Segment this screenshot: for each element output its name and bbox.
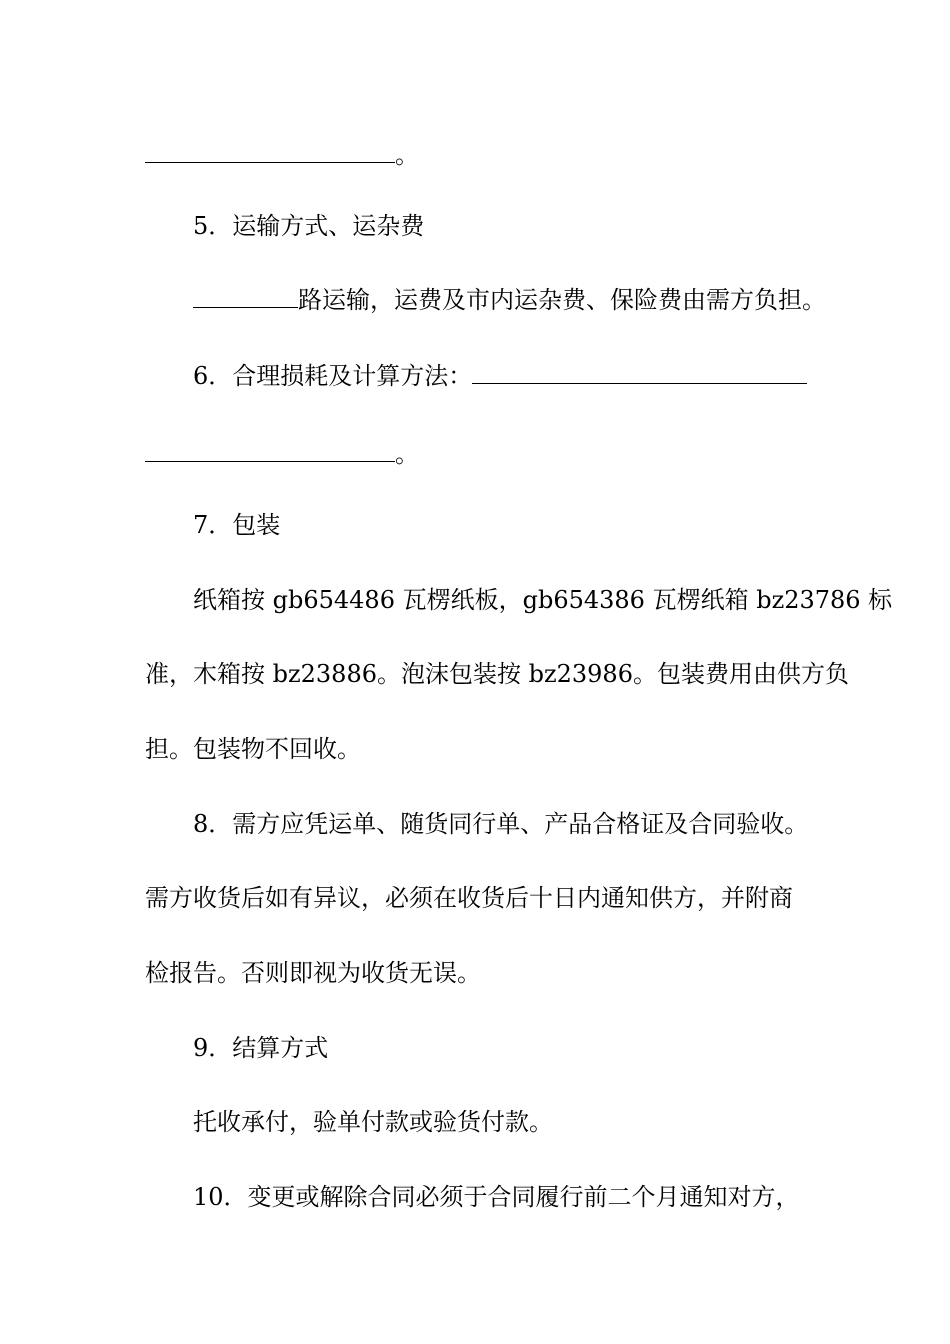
blank-field bbox=[145, 441, 395, 462]
paragraph-line: 需方收货后如有异议，必须在收货后十日内通知供方，并附商 bbox=[145, 884, 793, 912]
blank-field bbox=[145, 142, 395, 163]
blank-field bbox=[472, 363, 807, 384]
paragraph-line: 托收承付，验单付款或验货付款。 bbox=[193, 1108, 553, 1136]
paragraph-line: 担。包装物不回收。 bbox=[145, 735, 361, 763]
section-heading-8: 8．需方应凭运单、随货同行单、产品合格证及合同验收。 bbox=[193, 810, 809, 838]
section-heading-7: 7．包装 bbox=[193, 511, 281, 539]
line-text: 。 bbox=[395, 440, 419, 468]
fill-line-1 bbox=[145, 140, 419, 170]
line-text: 。 bbox=[395, 141, 419, 169]
section-heading-6 bbox=[193, 361, 807, 391]
paragraph-line: 检报告。否则即视为收货无误。 bbox=[145, 959, 481, 987]
section-heading-9: 9．结算方式 bbox=[193, 1034, 329, 1062]
section-heading-10: 10．变更或解除合同必须于合同履行前二个月通知对方， bbox=[193, 1183, 800, 1211]
section-heading-5: 5．运输方式、运杂费 bbox=[193, 212, 425, 240]
fill-line-2 bbox=[145, 439, 419, 469]
paragraph-line bbox=[193, 285, 826, 315]
paragraph-line: 纸箱按 gb654486 瓦楞纸板，gb654386 瓦楞纸箱 bz23786 标 bbox=[193, 586, 893, 614]
paragraph-line: 准，木箱按 bz23886。泡沫包装按 bz23986。包装费用由供方负 bbox=[145, 660, 849, 688]
blank-field bbox=[193, 287, 298, 308]
line-text: 6．合理损耗及计算方法： bbox=[193, 362, 473, 390]
line-text: 路运输，运费及市内运杂费、保险费由需方负担。 bbox=[298, 286, 826, 314]
